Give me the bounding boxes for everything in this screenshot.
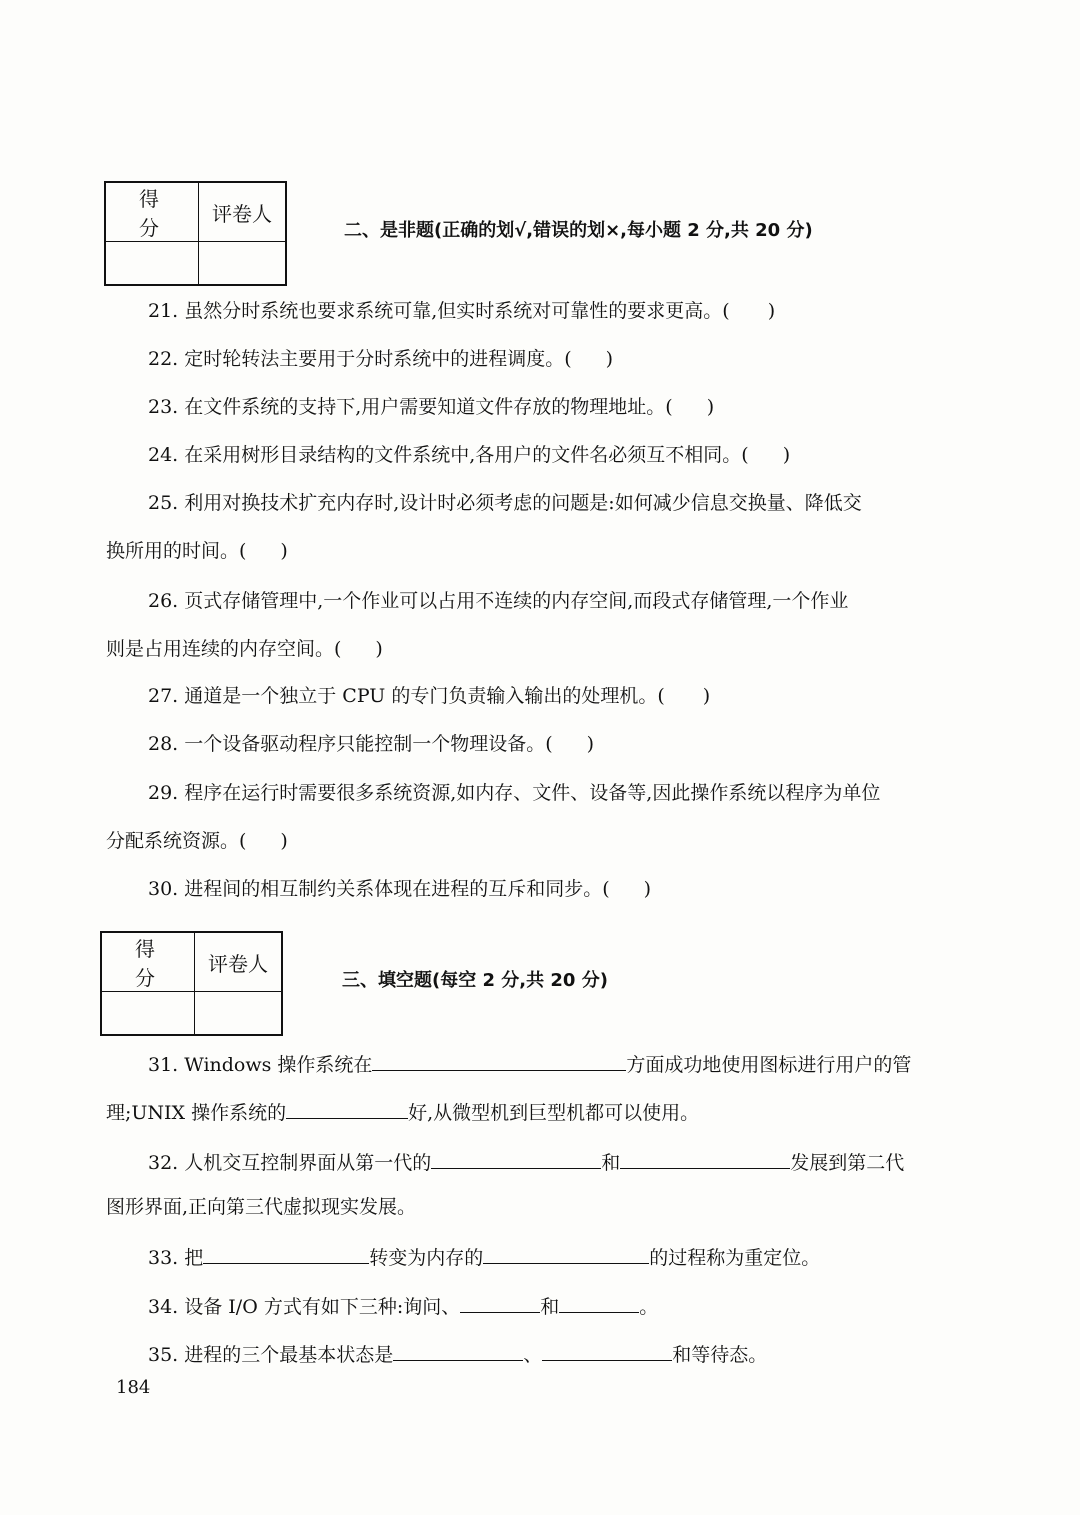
score-label: 得 分 <box>105 182 199 242</box>
answer-blank[interactable] <box>286 1100 408 1119</box>
grader-label: 评卷人 <box>195 932 283 992</box>
score-box-section2 <box>104 181 287 286</box>
question-27: 27. 通道是一个独立于 CPU 的专门负责输入输出的处理机。( ) <box>148 685 711 707</box>
score-cell[interactable] <box>105 242 199 286</box>
answer-blank[interactable] <box>620 1150 790 1169</box>
question-25: 25. 利用对换技术扩充内存时,设计时必须考虑的问题是:如何减少信息交换量、降低交 <box>148 492 862 514</box>
question-23: 23. 在文件系统的支持下,用户需要知道文件存放的物理地址。( ) <box>148 396 715 418</box>
question-24: 24. 在采用树形目录结构的文件系统中,各用户的文件名必须互不相同。( ) <box>148 444 791 466</box>
score-box-section3 <box>100 931 283 1036</box>
answer-blank[interactable] <box>460 1294 540 1313</box>
page-number: 184 <box>116 1377 151 1398</box>
question-26: 26. 页式存储管理中,一个作业可以占用不连续的内存空间,而段式存储管理,一个作业 <box>148 590 849 612</box>
answer-blank[interactable] <box>203 1245 369 1264</box>
section2-title: 二、是非题(正确的划√,错误的划×,每小题 2 分,共 20 分) <box>344 220 813 241</box>
question-34: 34. 设备 I/O 方式有如下三种:询问、 和 。 <box>148 1296 659 1318</box>
question-30: 30. 进程间的相互制约关系体现在进程的互斥和同步。( ) <box>148 878 652 900</box>
question-26-continued: 则是占用连续的内存空间。( ) <box>106 638 383 660</box>
answer-blank[interactable] <box>393 1342 523 1361</box>
question-31-continued: 理;UNIX 操作系统的 好,从微型机到巨型机都可以使用。 <box>106 1102 700 1124</box>
grader-cell[interactable] <box>195 992 283 1036</box>
question-33: 33. 把 转变为内存的 的过程称为重定位。 <box>148 1247 821 1269</box>
question-25-continued: 换所用的时间。( ) <box>106 540 288 562</box>
question-29-continued: 分配系统资源。( ) <box>106 830 288 852</box>
answer-blank[interactable] <box>431 1150 601 1169</box>
grader-label: 评卷人 <box>199 182 287 242</box>
answer-blank[interactable] <box>542 1342 672 1361</box>
score-cell[interactable] <box>101 992 195 1036</box>
score-label: 得 分 <box>101 932 195 992</box>
question-32: 32. 人机交互控制界面从第一代的 和 发展到第二代 <box>148 1152 905 1174</box>
answer-blank[interactable] <box>483 1245 649 1264</box>
answer-blank[interactable] <box>372 1052 626 1071</box>
question-35: 35. 进程的三个最基本状态是 、 和等待态。 <box>148 1344 768 1366</box>
question-22: 22. 定时轮转法主要用于分时系统中的进程调度。( ) <box>148 348 614 370</box>
question-29: 29. 程序在运行时需要很多系统资源,如内存、文件、设备等,因此操作系统以程序为单位 <box>148 782 881 804</box>
question-21: 21. 虽然分时系统也要求系统可靠,但实时系统对可靠性的要求更高。( ) <box>148 300 776 322</box>
question-28: 28. 一个设备驱动程序只能控制一个物理设备。( ) <box>148 733 595 755</box>
grader-cell[interactable] <box>199 242 287 286</box>
question-31: 31. Windows 操作系统在 方面成功地使用图标进行用户的管 <box>148 1054 912 1076</box>
answer-blank[interactable] <box>559 1294 639 1313</box>
section3-title: 三、填空题(每空 2 分,共 20 分) <box>342 970 608 991</box>
question-32-continued: 图形界面,正向第三代虚拟现实发展。 <box>106 1196 417 1218</box>
